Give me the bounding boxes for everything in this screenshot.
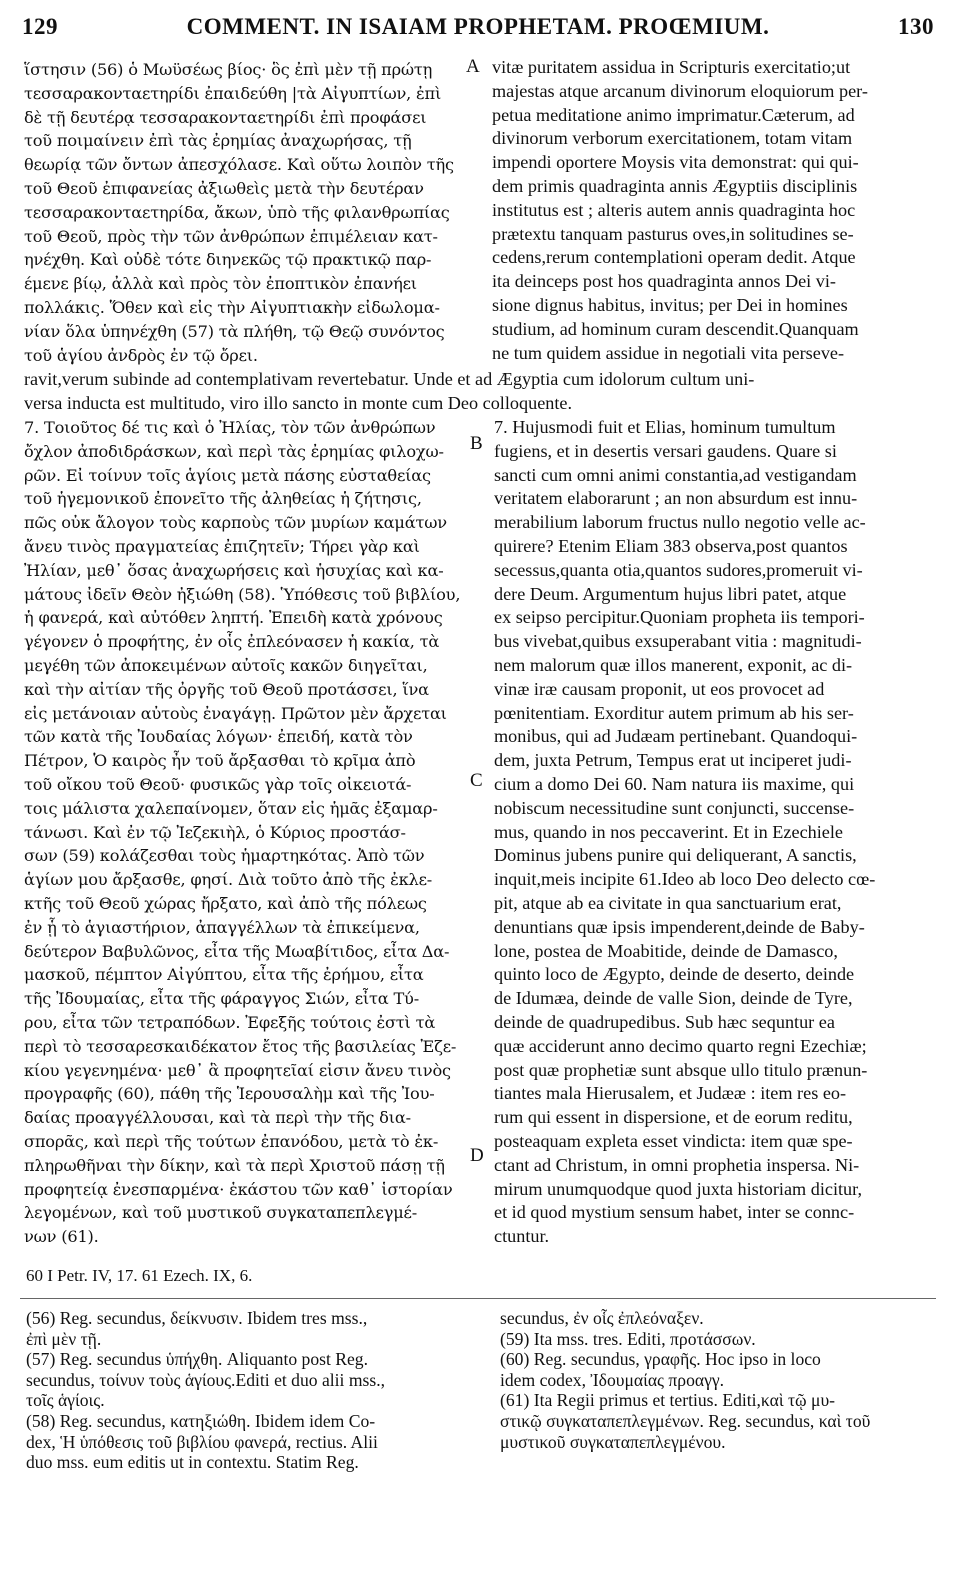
latin-line: tiantes mala Hierusalem, et Judææ : item res eo-	[494, 1083, 847, 1104]
latin-line: deinde de quadrupedibus. Sub hæc sequntur ea	[494, 1011, 835, 1032]
running-title: COMMENT. IN ISAIAM PROPHETAM. PROŒMIUM.	[186, 14, 770, 39]
greek-line: ὄχλον ἀποδιδράσκων, καὶ περὶ τὰς ἐρημίας φιλοχω-	[24, 441, 444, 461]
latin-line: 7. Hujusmodi fuit et Elias, hominum tumultum	[494, 417, 836, 437]
greek-line: σων (59) κολάζεσθαι τοὺς ἡμαρτηκότας. Ἀπὸ τῶν	[24, 846, 425, 866]
latin-line: pœnitentiam. Exorditur autem primum ab his ser-	[494, 702, 854, 723]
latin-line: dem primis quadraginta annis Ægyptiis disciplinis	[492, 175, 858, 196]
greek-line: ἄνευ τινὸς πραγματείας ἐπιζητεῖν; Τήρει γὰρ καὶ	[24, 536, 420, 556]
greek-line: εἰς μετάνοιαν αὐτοὺς ἐναγάγῃ. Πρῶτον μὲν ἄρχεται	[24, 703, 447, 723]
full-width-lines	[24, 368, 936, 416]
latin-line: denuntians quæ ipsis impenderent,deinde de Baby-	[494, 916, 865, 937]
latin-line: dere Deum. Argumentum hujus libri patet, atque	[494, 583, 847, 604]
greek-line: κίου γεγενημένα· μεθ᾽ ἃ προφητεῖαί εἰσιν ἄνευ τινὸς	[24, 1060, 451, 1080]
greek-line: καὶ τὴν αἰτίαν τῆς ὀργῆς τοῦ Θεοῦ προτάσσει, ἵνα	[24, 679, 429, 699]
greek-line: δαίας προαγγέλλουσαι, καὶ τὰ περὶ τὴν τῆς δια-	[24, 1108, 411, 1128]
greek-line: τάνωσι. Καὶ ἐν τῷ Ἰεζεκιὴλ, ὁ Κύριος προστάσ-	[24, 822, 406, 842]
latin-line: versa inducta est multitudo, viro illo sancto in monte cum Deo colloquente.	[24, 392, 573, 413]
latin-line: dem, juxta Petrum, Tempus erat ut inciperet judi-	[494, 750, 852, 771]
greek-line: δεύτερον Βαβυλῶνος, εἶτα τῆς Μωαβίτιδος, εἶτα Δα-	[24, 941, 450, 961]
margin-marker-d: D	[470, 1145, 484, 1166]
greek-line: τεσσαρακονταετηρίδα, ἄκων, ὑπὸ τῆς φιλανθρωπίας	[24, 202, 450, 222]
greek-line: νίαν ὅλα ὑπηνέχθη (57) τὰ πλήθη, τῷ Θεῷ συνόντος	[24, 321, 445, 341]
page-number-left: 129	[22, 14, 58, 39]
greek-line: γέγονεν ὁ προφήτης, ἐν οἷς ἐπλεόνασεν ἡ κακία, τὰ	[24, 632, 440, 652]
greek-line: έμενε βίῳ, ἀλλὰ καὶ πρὸς τὸν ἐποπτικὸν ἐπανήει	[24, 274, 417, 294]
greek-line: τῶν κατὰ τῆς Ἰουδαίας λόγων· ἐπειδή, κατὰ τὸν	[24, 727, 413, 747]
note-line: τοῖς ἁγίοις.	[26, 1390, 105, 1411]
scripture-footnotes: 60 I Petr. IV, 17. 61 Ezech. IX, 6.	[26, 1266, 253, 1285]
latin-line: majestas atque arcanum divinorum eloquiorum per-	[492, 80, 868, 101]
greek-line: 7. Τοιοῦτος δέ τις καὶ ὁ Ἠλίας, τὸν τῶν ἀνθρώπων	[24, 418, 436, 437]
greek-line: τοις μάλιστα χαλεπαίνομεν, ὅταν εἰς ἡμᾶς ἐξαμαρ-	[24, 798, 438, 818]
critical-notes-left	[26, 1308, 466, 1473]
greek-line: τεσσαρακονταετηρίδι ἐπαιδεύθη |τὰ Αἰγυπτίων, ἐπὶ	[24, 83, 442, 103]
note-line: dex, Ἡ ὑπόθεσις τοῦ βιβλίου φανερά, rectius. Alii	[26, 1431, 378, 1452]
greek-line: δὲ τῇ δευτέρᾳ τεσσαρακονταετηρίδι ἐπὶ προφάσει	[24, 107, 427, 127]
greek-line: λεγομένων, καὶ τοῦ μυστικοῦ συγκαταπεπλεγμέ-	[24, 1203, 417, 1223]
latin-line: quirere? Etenim Eliam 383 observa,post quantos	[494, 535, 848, 556]
greek-line: τοῦ ποιμαίνειν ἐπὶ τὰς ἐρημίας ἀναχωρήσας, τῇ	[24, 131, 412, 151]
latin-line: quinto loco de Ægypto, deinde de deserto, deinde	[494, 964, 855, 985]
note-line: secundus, τοίνυν τοὺς ἁγίους.Editi et duo alii mss.,	[26, 1369, 385, 1390]
greek-line: τοῦ Θεοῦ, πρὸς τὴν τῶν ἀνθρώπων ἐπιμέλειαν κατ-	[24, 226, 438, 246]
latin-line: inquit,meis incipite 61.Ideo ab loco Deo delecto cœ-	[494, 869, 876, 890]
margin-marker-b: B	[470, 433, 483, 454]
greek-line: νων (61).	[24, 1227, 99, 1247]
latin-line: monibus, qui ad Judæam pertinebant. Quandoqui-	[494, 726, 858, 747]
latin-line: pit, atque ab ea civitate in qua sanctuarium erat,	[494, 892, 842, 913]
greek-line: μάτους ἰδεῖν Θεὸν ἠξιώθη (58). Ὑπόθεσις τοῦ βιβλίου,	[24, 584, 461, 604]
margin-marker-a: A	[466, 56, 480, 77]
latin-line: ita deinceps post hos quadraginta annos Dei vi-	[492, 271, 836, 292]
note-line: στικῷ συγκαταπεπλεγμένων. Reg. secundus, καὶ τοῦ	[500, 1410, 871, 1431]
latin-line: cedens,rerum contemplationi operam dedit. Atque	[492, 247, 856, 268]
note-line: (60) Reg. secundus, γραφῆς. Hoc ipso in loco	[500, 1349, 821, 1370]
greek-line: ἡ φανερά, καὶ αὐτόθεν ληπτή. Ἐπειδὴ κατὰ χρόνους	[24, 608, 443, 628]
greek-line: κτῆς τοῦ Θεοῦ χώρας ἤρξατο, καὶ ἀπὸ τῆς πόλεως	[24, 893, 427, 913]
latin-column-main	[494, 416, 936, 1249]
greek-line: ἐν ᾗ τὸ ἁγιαστήριον, ἀπαγγέλλων τὰ ἐπικείμενα,	[24, 917, 420, 937]
greek-line: πληρωθῆναι τὴν δίκην, καὶ τὰ περὶ Χριστοῦ πάσῃ τῇ	[24, 1155, 445, 1175]
latin-line: et id quod mystium sensum habet, inter se connc-	[494, 1202, 855, 1223]
note-line: secundus, ἐν οἷς ἐπλεόναξεν.	[500, 1308, 704, 1328]
note-line: (59) Ita mss. tres. Editi, προτάσσων.	[500, 1328, 756, 1349]
note-line: idem codex, Ἰδουμαίας προαγγ.	[500, 1369, 725, 1390]
latin-line: vinæ iræ causam proponit, ut eos provocet ad	[494, 678, 825, 699]
latin-line: mirum unumquodque quod juxta historiam dicitur,	[494, 1178, 863, 1199]
greek-line: ηνέχθη. Καὶ οὐδὲ τότε διηνεκῶς τῷ πρακτικῷ παρ-	[24, 250, 432, 270]
greek-line: τοῦ οἴκου τοῦ Θεοῦ· φυσικῶς γὰρ τοῖς οἰκειοτά-	[24, 774, 412, 794]
greek-line: σπορᾶς, καὶ περὶ τῆς τούτων ἐπανόδου, μετὰ τὸ ἐκ-	[24, 1131, 439, 1151]
latin-line: ctant ad Christum, in omni prophetia inspersa. Ni-	[494, 1154, 860, 1175]
greek-line: τοῦ Θεοῦ ἐπιφανείας ἀξιωθεὶς μετὰ τὴν δευτέραν	[24, 178, 424, 198]
latin-line: post quæ prophetiæ sunt absque ullo titulo prænun-	[494, 1059, 868, 1080]
greek-line: πολλάκις. Ὅθεν καὶ εἰς τὴν Αἰγυπτιακὴν εἰδωλομα-	[24, 297, 440, 317]
greek-line: ἁγίων μου ἄρξασθε, φησί. Διὰ τοῦτο ἀπὸ τῆς ἐκλε-	[24, 870, 433, 890]
latin-column-top	[492, 56, 936, 365]
latin-line: rum qui essent in dispersione, et de eorum reditu,	[494, 1107, 853, 1128]
latin-line: posteaquam expleta esset vindicta: item quæ spe-	[494, 1130, 853, 1151]
note-line: (61) Ita Regii primus et tertius. Editi,καὶ τῷ μυ-	[500, 1390, 836, 1411]
latin-line: fugiens, et in desertis versari gaudens. Quare si	[494, 440, 837, 461]
note-line: ἐπὶ μὲν τῇ.	[26, 1328, 102, 1349]
greek-column-top	[24, 58, 464, 367]
greek-line: μεγέθη τῶν ἀποκειμένων αὐτοῖς κακῶν διηγεῖται,	[24, 655, 428, 675]
greek-line: Ἠλίαν, μεθ᾽ ὅσας ἀναχωρήσεις καὶ ἡσυχίας καὶ κα-	[24, 560, 444, 580]
footnote-divider	[20, 1298, 936, 1299]
latin-line: impendi oportere Moysis vita demonstrat: qui qui-	[492, 152, 859, 173]
latin-line: ravit,verum subinde ad contemplativam revertebatur. Unde et ad Ægyptia cum idolorum cultum uni-	[24, 369, 755, 389]
latin-line: veritatem elaborarunt ; an non absurdum est innu-	[494, 488, 858, 509]
greek-line: προγραφῆς (60), πάθη τῆς Ἱερουσαλὴμ καὶ τῆς Ἰου-	[24, 1084, 435, 1104]
latin-line: vitæ puritatem assidua in Scripturis exercitatio;ut	[492, 57, 851, 77]
greek-column-main	[24, 416, 464, 1249]
greek-line: θεωρίᾳ τῶν ὄντων ἀπεσχόλασε. Καὶ οὕτω λοιπὸν τῆς	[24, 155, 454, 175]
greek-line: τῆς Ἰδουμαίας, εἶτα τῆς φάραγγος Σιών, εἶτα Τύ-	[24, 989, 419, 1009]
latin-line: sione dignus habitus, invitus; per Dei in homines	[492, 294, 848, 315]
latin-line: merabilium laborum fructus nullo negotio velle ac-	[494, 512, 866, 533]
greek-line: προφητείᾳ ἐνεσπαρμένα· ἑκάστου τῶν καθ᾽ ἱστορίαν	[24, 1179, 453, 1199]
latin-line: cium a domo Dei 60. Nam natura iis maxime, qui	[494, 773, 855, 794]
greek-line: ρου, εἶτα τῶν τετραπόδων. Ἐφεξῆς τούτοις ἐστὶ τὰ	[24, 1012, 436, 1032]
note-line: duo mss. eum editis ut in contextu. Statim Reg.	[26, 1452, 359, 1473]
greek-line: πῶς οὐκ ἄλογον τοὺς καρποὺς τῶν μυρίων καμάτων	[24, 513, 447, 533]
greek-line: περὶ τὸ τεσσαρεσκαιδέκατον ἔτος τῆς βασιλείας Ἐζε-	[24, 1036, 457, 1056]
note-line: (57) Reg. secundus ὑπήχθη. Aliquanto post Reg.	[26, 1349, 369, 1370]
greek-line: τοῦ ἁγίου ἀνδρὸς ἐν τῷ ὄρει.	[24, 345, 258, 365]
page-number-right: 130	[898, 14, 934, 39]
latin-line: nobiscum necessitudine sunt conjuncti, succense-	[494, 797, 855, 818]
running-header	[22, 14, 934, 50]
latin-line: institutus est ; alteris autem annis quadraginta hoc	[492, 199, 856, 220]
latin-line: de Idumæa, deinde de valle Sion, deinde de Tyre,	[494, 988, 853, 1009]
greek-line: ἵστησιν (56) ὁ Μωϋσέως βίος· ὃς ἐπὶ μὲν τῇ πρώτῃ	[24, 60, 433, 79]
latin-line: studium, ad hominum curam descendit.Quanquam	[492, 318, 859, 339]
margin-marker-c: C	[470, 770, 483, 791]
note-line: (56) Reg. secundus, δείκνυσιν. Ibidem tres mss.,	[26, 1308, 368, 1328]
latin-line: nem malorum quæ illos manerent, exponit, ac di-	[494, 654, 853, 675]
latin-line: Dominus jubens punire qui deliquerant, A sanctis,	[494, 845, 857, 866]
note-line: μυστικοῦ συγκαταπεπλεγμένου.	[500, 1431, 726, 1452]
latin-line: prætextu tanquam pasturus oves,in solitudines se-	[492, 223, 854, 244]
greek-line: ρῶν. Εἰ τοίνυν τοῖς ἁγίοις μετὰ πάσης εὐσταθείας	[24, 465, 431, 485]
latin-line: bus vivebat,quibus exsuperabant vitia : magnitudi-	[494, 631, 862, 652]
latin-line: ex seipso percipitur.Quoniam propheta iis tempori-	[494, 607, 865, 628]
latin-line: petua meditatione animo imprimatur.Cæterum, ad	[492, 104, 855, 125]
latin-line: ne tum quidem assidue in negotiali vita perseve-	[492, 342, 845, 363]
latin-line: quæ acciderunt anno decimo quarto regni Ezechiæ;	[494, 1035, 867, 1056]
latin-line: lone, postea de Moabitide, deinde de Damasco,	[494, 940, 838, 961]
note-line: (58) Reg. secundus, κατηξιώθη. Ibidem idem Co-	[26, 1410, 376, 1431]
greek-line: τοῦ ἡγεμονικοῦ ἐπονεῖτο τῆς ἀληθείας ἡ ζήτησις,	[24, 489, 422, 509]
critical-notes-right	[500, 1308, 940, 1452]
greek-line: μασκοῦ, πέμπτον Αἰγύπτου, εἶτα τῆς ἐρήμου, εἶτα	[24, 965, 424, 985]
latin-line: secessus,quanta otia,quantos sudores,promeruit vi-	[494, 559, 863, 580]
latin-line: mus, quando in nos peccaverint. Et in Ezechiele	[494, 821, 843, 842]
latin-line: ctuntur.	[494, 1226, 550, 1247]
latin-line: sancti cum omni animi constantia,ad vestigandam	[494, 464, 857, 485]
greek-line: Πέτρον, Ὁ καιρὸς ἦν τοῦ ἄρξασθαι τὸ κρῖμα ἀπὸ	[24, 751, 416, 771]
latin-line: divinorum verborum exercitationem, totam vitam	[492, 128, 853, 149]
